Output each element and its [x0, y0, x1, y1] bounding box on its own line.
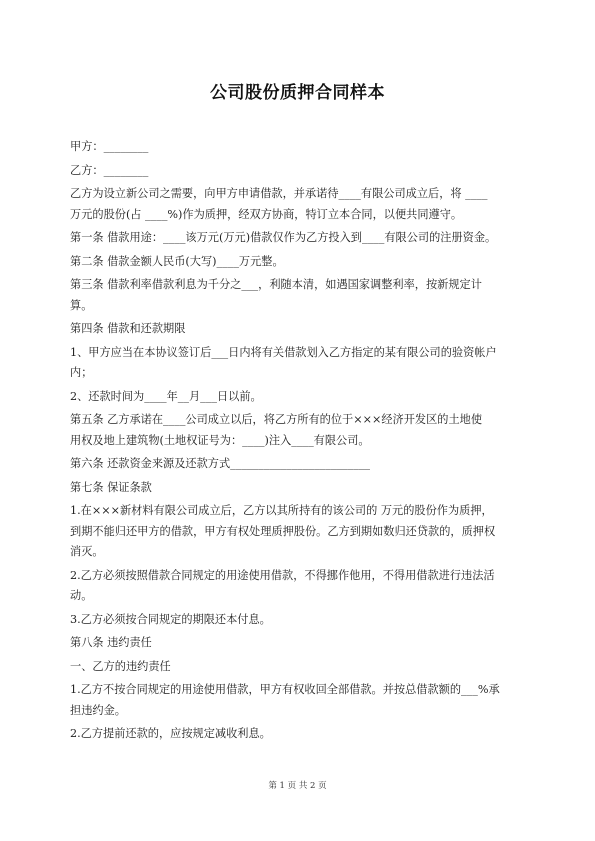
- article-3-line-2: 算。: [70, 298, 93, 312]
- article-5-line-1: 第五条 乙方承诺在____公司成立以后，将乙方所有的位于×××经济开发区的土地使: [70, 413, 483, 426]
- party-b-line: 乙方：________: [70, 163, 149, 177]
- article-4-heading: 第四条 借款和还款期限: [70, 322, 186, 335]
- article-8-item-1-line-2: 担违约金。: [70, 703, 126, 717]
- page-number-footer: 第 1 页 共 2 页: [268, 781, 327, 791]
- article-4-item-2-line: 2、还款时间为____年__月___日以前。: [70, 389, 262, 403]
- preamble-line-2: 万元的股份(占 ____%)作为质押，经双方协商，特订立本合同，以便共同遵守。: [70, 207, 463, 221]
- article-1-line: 第一条 借款用途：____该万元(万元)借款仅作为乙方投入到____有限公司的注册资金。: [70, 231, 497, 244]
- article-8-section-1-heading: 一、乙方的违约责任: [70, 659, 171, 673]
- article-7-item-3-line: 3.乙方必须按合同规定的期限还本付息。: [70, 612, 271, 626]
- article-3-line-1: 第三条 借款利率借款利息为千分之___，利随本清，如遇国家调整利率，按新规定计: [70, 278, 482, 291]
- article-7-item-1-line-2: 到期不能归还甲方的借款，甲方有权处理质押股份。乙方到期如数归还贷款的，质押权: [70, 524, 496, 538]
- article-8-item-1-line-1: 1.乙方不按合同规定的用途使用借款，甲方有权收回全部借款。并按总借款额的___%承: [70, 683, 500, 696]
- article-7-item-1-line-3: 消灭。: [70, 545, 104, 558]
- article-7-item-2-line-1: 2.乙方必须按照借款合同规定的用途使用借款，不得挪作他用，不得用借款进行违法活: [70, 568, 495, 582]
- article-6-line: 第六条 还款资金来源及还款方式_________________________: [70, 457, 371, 470]
- document-body: [70, 140, 528, 751]
- article-2-line: 第二条 借款金额人民币(大写)____万元整。: [70, 254, 284, 268]
- article-7-heading: 第七条 保证条款: [70, 480, 152, 494]
- article-8-item-2-line: 2.乙方提前还款的，应按规定减收利息。: [70, 727, 271, 740]
- article-8-heading: 第八条 违约责任: [70, 636, 152, 649]
- document-title: 公司股份质押合同样本: [210, 83, 385, 103]
- article-4-item-1-line-2: 内；: [70, 366, 93, 379]
- preamble-line-1: 乙方为设立新公司之需要，向甲方申请借款，并承诺待____有限公司成立后，将 ____: [70, 187, 488, 200]
- article-7-item-2-line-2: 动。: [70, 589, 93, 602]
- article-7-item-1-line-1: 1.在×××新材料有限公司成立后，乙方以其所持有的该公司的 万元的股份作为质押，: [70, 504, 493, 517]
- article-5-line-2: 用权及地上建筑物(土地权证号为：____)注入____有限公司。: [70, 433, 370, 447]
- article-4-item-1-line-1: 1、甲方应当在本协议签订后___日内将有关借款划入乙方指定的某有限公司的验资帐户: [70, 345, 497, 359]
- party-a-line: 甲方：________: [70, 140, 149, 153]
